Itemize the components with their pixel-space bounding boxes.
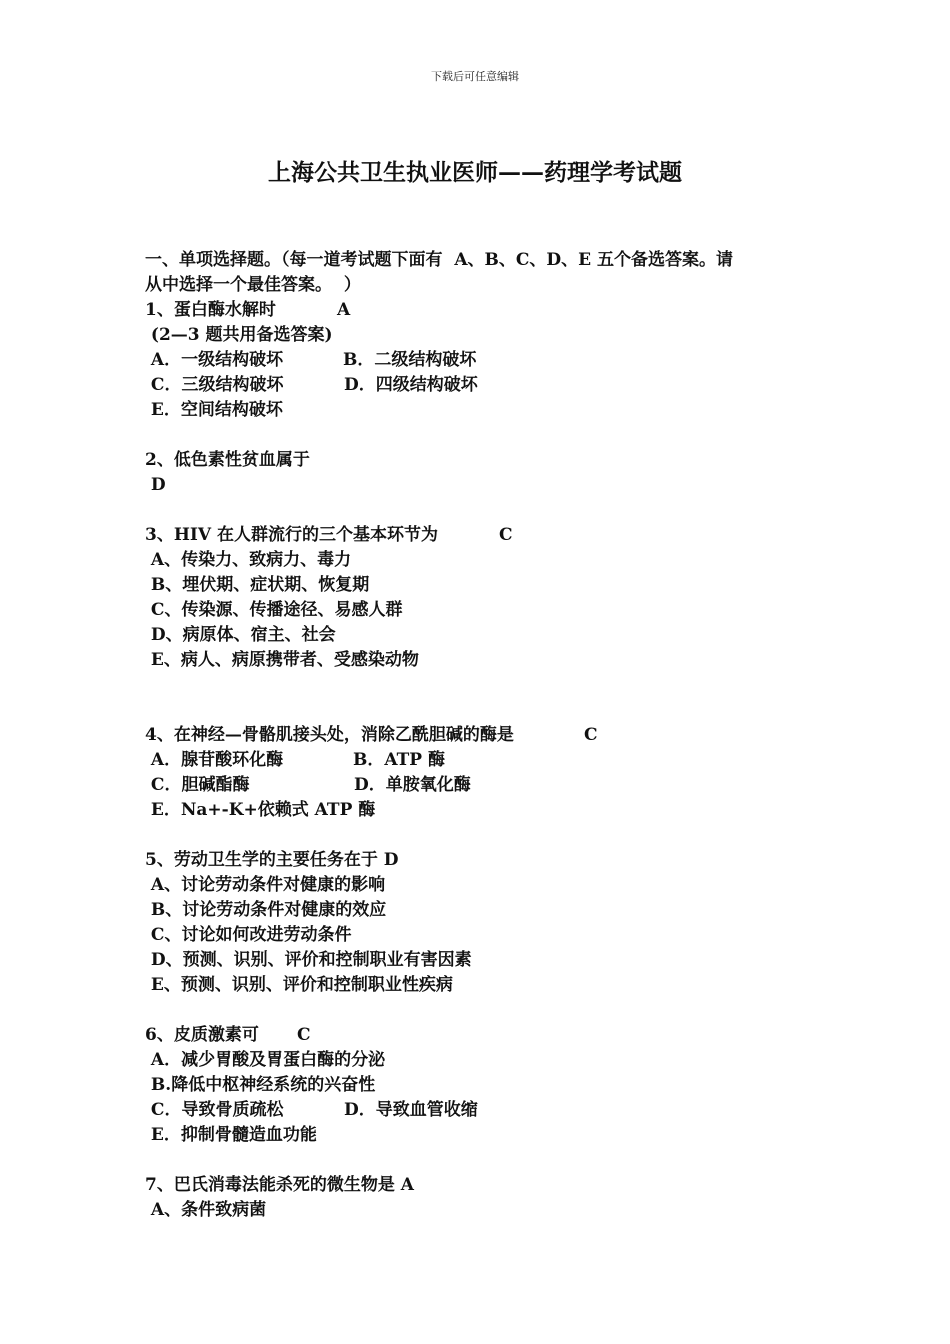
q6-answer: C [297,1025,311,1045]
q6-option-e: E．抑制骨髓造血功能 [145,1125,317,1145]
section-heading-line1: 一、单项选择题。（每一道考试题下面有 A、B、C、D、E 五个备选答案。请 [145,250,734,270]
q1-option-d: D．四级结构破坏 [344,375,478,395]
q2-stem: 2、低色素性贫血属于 [145,450,310,470]
q1-answer: A [337,300,351,320]
q6-stem: 6、皮质激素可 [145,1025,259,1045]
q4-stem-row [145,723,825,748]
document-title: 上海公共卫生执业医师——药理学考试题 [268,159,682,186]
q6-option-c: C．导致骨质疏松 [145,1100,284,1120]
q5-option-a: A、讨论劳动条件对健康的影响 [145,875,386,895]
q4-option-a: A．腺苷酸环化酶 [145,750,284,770]
q1-note: (2—3 题共用备选答案) [145,325,333,345]
q1-option-c: C．三级结构破坏 [145,375,284,395]
header-note: 下载后可任意编辑 [431,70,519,83]
q1-stem-row [145,298,825,323]
q6-stem-row [145,1023,825,1048]
q4-stem: 4、在神经—骨骼肌接头处，消除乙酰胆碱的酶是 [145,725,514,745]
q6-option-a: A．减少胃酸及胃蛋白酶的分泌 [145,1050,386,1070]
q4-option-e: E．Na+-K+依赖式 ATP 酶 [145,800,376,820]
q3-stem-row [145,523,825,548]
q4-options-row2 [145,773,825,798]
q4-options-row1 [145,748,825,773]
q3-option-e: E、病人、病原携带者、受感染动物 [145,650,419,670]
question-list [145,248,825,1223]
q6-option-b: B.降低中枢神经系统的兴奋性 [145,1075,376,1095]
q3-option-d: D、病原体、宿主、社会 [145,625,336,645]
q5-option-c: C、讨论如何改进劳动条件 [145,925,352,945]
q5-stem: 5、劳动卫生学的主要任务在于 D [145,850,399,870]
q6-option-d: D．导致血管收缩 [344,1100,478,1120]
q3-answer: C [499,525,513,545]
q3-option-a: A、传染力、致病力、毒力 [145,550,352,570]
q4-option-d: D．单胺氧化酶 [354,775,471,795]
q3-option-b: B、埋伏期、症状期、恢复期 [145,575,370,595]
q4-option-b: B．ATP 酶 [353,750,445,770]
q6-options-row [145,1098,825,1123]
q4-answer: C [584,725,598,745]
q5-option-e: E、预测、识别、评价和控制职业性疾病 [145,975,453,995]
q2-answer: D [145,475,166,495]
q5-option-d: D、预测、识别、评价和控制职业有害因素 [145,950,472,970]
q1-option-b: B．二级结构破坏 [343,350,477,370]
q3-stem: 3、HIV 在人群流行的三个基本环节为 [145,525,438,545]
q4-option-c: C．胆碱酯酶 [145,775,250,795]
q1-option-a: A．一级结构破坏 [145,350,284,370]
q1-options-row1 [145,348,825,373]
q7-stem: 7、巴氏消毒法能杀死的微生物是 A [145,1175,414,1195]
q3-option-c: C、传染源、传播途径、易感人群 [145,600,403,620]
q1-option-e: E．空间结构破坏 [145,400,283,420]
q1-stem: 1、蛋白酶水解时 [145,300,276,320]
section-heading-line2: 从中选择一个最佳答案。 ） [145,275,361,295]
q7-option-a: A、条件致病菌 [145,1200,267,1220]
q1-options-row2 [145,373,825,398]
q5-option-b: B、讨论劳动条件对健康的效应 [145,900,387,920]
